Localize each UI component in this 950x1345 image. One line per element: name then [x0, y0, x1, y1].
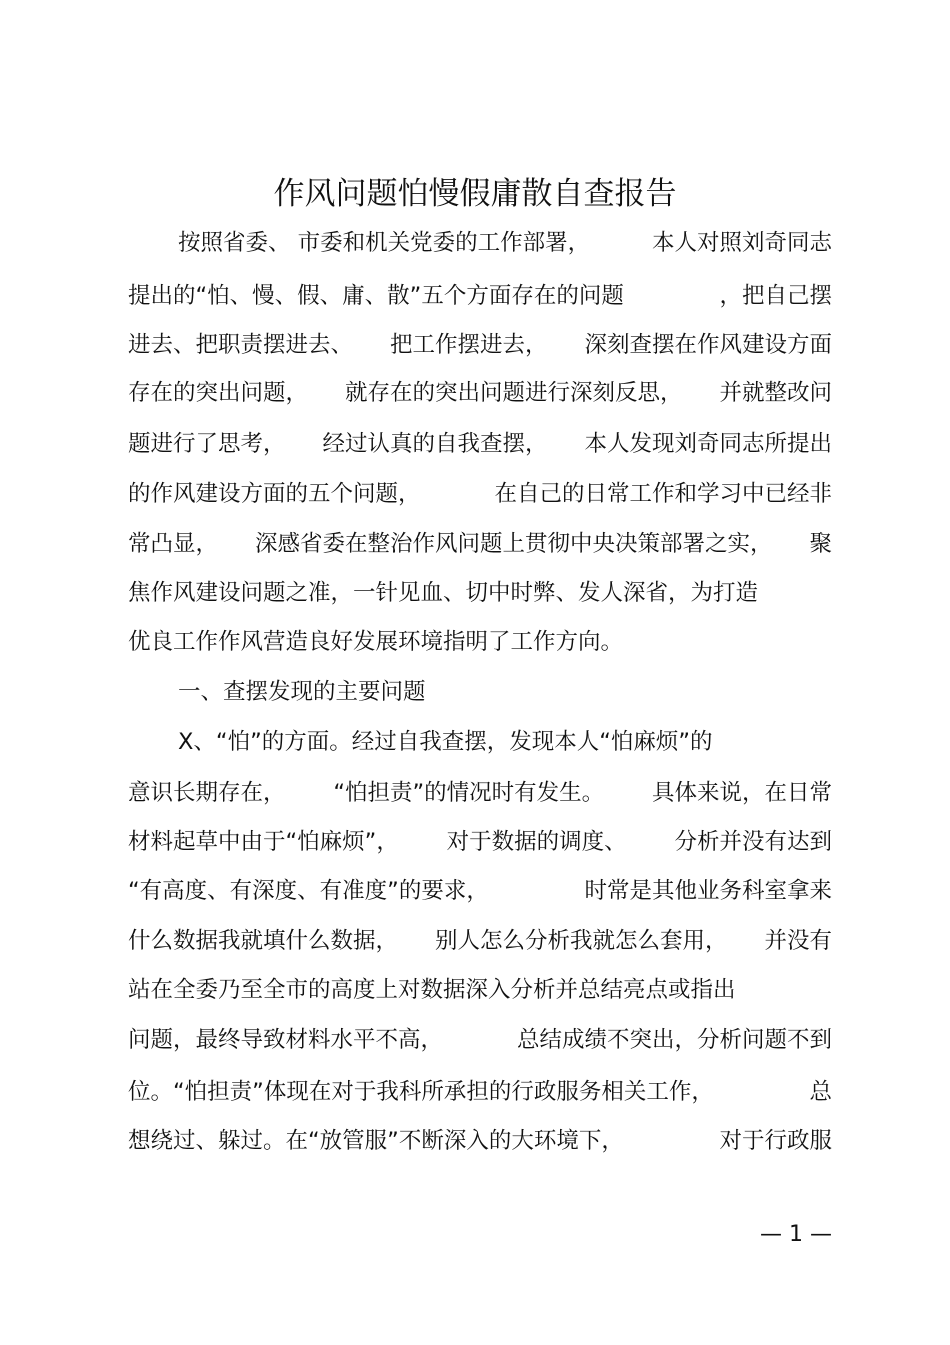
text-line	[128, 477, 832, 511]
text-segment: 分析并没有达到	[674, 829, 832, 855]
text-segment: 总	[809, 1079, 832, 1105]
page-number: — 1 —	[760, 1222, 832, 1247]
text-segment: 常凸显，	[128, 531, 219, 557]
section-heading: 一、查摆发现的主要问题	[178, 679, 426, 705]
text-segment: 把工作摆进去，	[389, 332, 548, 358]
text-segment: 的作风建设方面的五个问题，	[128, 481, 421, 507]
text-segment: 对于行政服	[719, 1128, 832, 1154]
text-segment: “怕担责”的情况时有发生。	[333, 780, 605, 806]
text-segment: 就存在的突出问题进行深刻反思，	[344, 380, 683, 406]
text-segment: 聚	[809, 531, 832, 557]
text-segment: 并就整改问	[719, 380, 832, 406]
text-line	[128, 825, 832, 859]
text-line	[128, 1075, 832, 1109]
document-title: 作风问题怕慢假庸散自查报告	[273, 176, 677, 212]
text-segment: 深刻查摆在作风建设方面	[584, 332, 832, 358]
text-segment: 在自己的日常工作和学习中已经非	[494, 481, 832, 507]
text-line	[178, 226, 832, 260]
text-segment: 什么数据我就填什么数据，	[128, 928, 399, 954]
text-segment: 位。“怕担责”体现在对于我科所承担的行政服务相关工作，	[128, 1079, 714, 1105]
text-segment: 提出的“怕、慢、假、庸、散”五个方面存在的问题	[128, 283, 624, 309]
text-line	[128, 279, 832, 313]
text-line	[128, 527, 832, 561]
text-segment: 对于数据的调度、	[446, 829, 627, 855]
text-segment: “有高度、有深度、有准度”的要求，	[128, 878, 489, 904]
text-segment: 问题，最终导致材料水平不高，	[128, 1027, 444, 1053]
text-line	[128, 924, 832, 958]
text-line	[128, 427, 832, 461]
text-line: 优良工作作风营造良好发展环境指明了工作方向。	[128, 629, 624, 655]
text-segment: 总结成绩不突出，分析问题不到	[516, 1027, 832, 1053]
text-segment: 本人发现刘奇同志所提出	[584, 431, 832, 457]
text-line: 焦作风建设问题之准，一针见血、切中时弊、发人深省，为打造	[128, 580, 759, 606]
text-segment: 具体来说，在日常	[651, 780, 832, 806]
text-segment: 意识长期存在，	[128, 780, 286, 806]
text-line	[128, 776, 832, 810]
text-line	[128, 1023, 832, 1057]
text-segment: 别人怎么分析我就怎么套用，	[434, 928, 728, 954]
text-segment: 想绕过、躲过。在“放管服”不断深入的大环境下，	[128, 1128, 624, 1154]
text-segment: ，把自己摆	[719, 283, 832, 309]
text-segment: 题进行了思考，	[128, 431, 286, 457]
text-line	[128, 874, 832, 908]
text-segment: 经过认真的自我查摆，	[322, 431, 548, 457]
text-line	[128, 376, 832, 410]
text-segment: 时常是其他业务科室拿来	[584, 878, 832, 904]
text-segment: 存在的突出问题，	[128, 380, 309, 406]
text-segment: 材料起草中由于“怕麻烦”，	[128, 829, 399, 855]
text-line: 站在全委乃至全市的高度上对数据深入分析并总结亮点或指出	[128, 977, 736, 1003]
text-line	[128, 1124, 832, 1158]
text-segment: 本人对照刘奇同志	[651, 230, 832, 256]
text-segment: 按照省委、 市委和机关党委的工作部署，	[178, 230, 591, 256]
text-segment: 深感省委在整治作风问题上贯彻中央决策部署之实，	[254, 531, 773, 557]
text-line: X、“怕”的方面。经过自我查摆，发现本人“怕麻烦”的	[178, 729, 713, 755]
text-segment: 并没有	[764, 928, 832, 954]
text-segment: 进去、把职责摆进去、	[128, 332, 354, 358]
text-line	[128, 328, 832, 362]
